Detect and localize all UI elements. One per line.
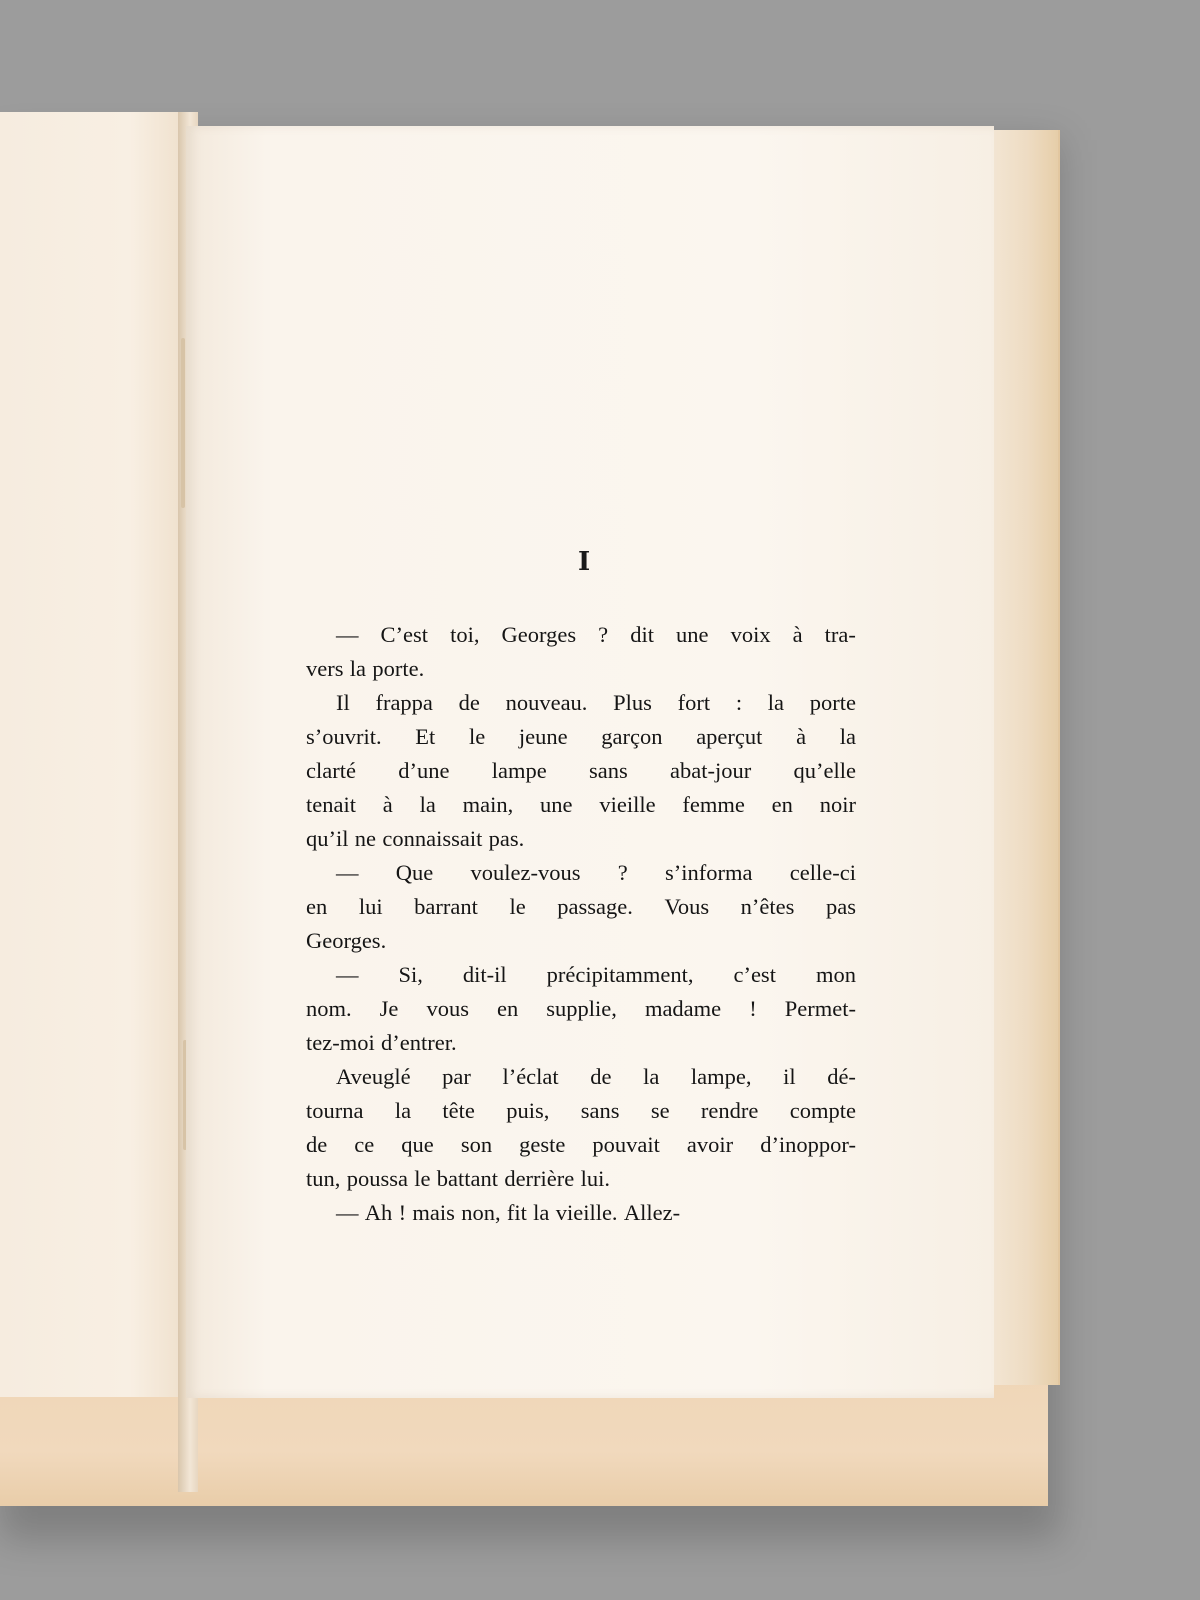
paragraph	[306, 856, 856, 958]
word: voulez-vous	[470, 860, 581, 885]
text-line	[306, 754, 856, 788]
page-stack-edge	[990, 130, 1060, 1385]
word: passage.	[557, 894, 633, 919]
word: Allez-	[623, 1200, 681, 1225]
word: c’est	[733, 962, 776, 987]
word: compte	[789, 1098, 856, 1123]
word: battant	[436, 1166, 499, 1191]
paragraph	[306, 1060, 856, 1196]
text-line	[306, 822, 856, 856]
word: vieille.	[555, 1200, 618, 1225]
word: Permet-	[784, 996, 856, 1021]
word: geste	[519, 1132, 566, 1157]
word: Georges.	[306, 928, 387, 953]
text-line	[306, 924, 856, 958]
chapter-heading-text: I	[578, 547, 591, 577]
word: pas.	[488, 826, 525, 851]
word: tête	[442, 1098, 475, 1123]
word: pouvait	[592, 1132, 660, 1157]
word: le	[468, 724, 486, 749]
word: mon	[815, 962, 856, 987]
word: la	[533, 1200, 550, 1225]
word: la	[767, 690, 785, 715]
word: !	[749, 996, 757, 1021]
word: de	[458, 690, 480, 715]
word: de	[306, 1132, 328, 1157]
word: nom.	[306, 996, 352, 1021]
word: voix	[730, 622, 771, 647]
text-line	[306, 1196, 856, 1230]
word: une	[540, 792, 573, 817]
word: son	[460, 1132, 493, 1157]
word: noir	[819, 792, 856, 817]
word: puis,	[506, 1098, 550, 1123]
word: frappa	[375, 690, 433, 715]
word: Ah	[364, 1200, 393, 1225]
word: de	[590, 1064, 612, 1089]
text-line	[306, 1026, 856, 1060]
word: poussa	[346, 1166, 408, 1191]
word: en	[306, 894, 328, 919]
word: la	[643, 1064, 660, 1089]
text-line	[306, 890, 856, 924]
word: tenait	[306, 792, 356, 817]
word: Vous	[664, 894, 710, 919]
page-text-block	[306, 618, 856, 1230]
word: porte.	[372, 656, 425, 681]
word: main,	[462, 792, 514, 817]
word: aperçut	[696, 724, 763, 749]
word: ?	[617, 860, 628, 885]
word: rendre	[700, 1098, 759, 1123]
word: connaissait	[382, 826, 483, 851]
word: mais	[412, 1200, 455, 1225]
word: C’est	[380, 622, 429, 647]
text-line	[306, 1162, 856, 1196]
word: dit-il	[462, 962, 507, 987]
word: lui	[358, 894, 383, 919]
word: madame	[644, 996, 722, 1021]
word: toi,	[450, 622, 480, 647]
word: celle-ci	[789, 860, 856, 885]
word: qu’il	[306, 826, 349, 851]
word: sans	[588, 758, 628, 783]
left-page	[0, 112, 186, 1397]
word: en	[497, 996, 519, 1021]
text-line	[306, 856, 856, 890]
word: lampe,	[690, 1064, 752, 1089]
word: à	[796, 724, 807, 749]
word: se	[650, 1098, 670, 1123]
word: Plus	[613, 690, 652, 715]
word: la	[419, 792, 436, 817]
word: lampe	[491, 758, 547, 783]
word: clarté	[306, 758, 356, 783]
word: :	[735, 690, 743, 715]
word: nouveau.	[505, 690, 588, 715]
word: précipitamment,	[546, 962, 694, 987]
show-through-text	[300, 240, 860, 415]
word: tez-moi	[306, 1030, 375, 1055]
word: d’une	[398, 758, 450, 783]
word: le	[509, 894, 526, 919]
text-line	[306, 992, 856, 1026]
word: —	[336, 622, 359, 647]
word: la	[839, 724, 856, 749]
paragraph	[306, 1196, 856, 1230]
word: Je	[379, 996, 399, 1021]
word: sans	[580, 1098, 620, 1123]
word: supplie,	[546, 996, 617, 1021]
text-line	[306, 720, 856, 754]
word: qu’elle	[793, 758, 856, 783]
word: non,	[461, 1200, 501, 1225]
word: en	[771, 792, 793, 817]
word: —	[336, 860, 359, 885]
word: Georges	[501, 622, 577, 647]
word: abat-jour	[670, 758, 752, 783]
word: Et	[415, 724, 436, 749]
text-line	[306, 618, 856, 652]
word: derrière	[504, 1166, 575, 1191]
word: barrant	[414, 894, 478, 919]
word: s’ouvrit.	[306, 724, 382, 749]
word: Aveuglé	[336, 1064, 411, 1089]
word: s’informa	[665, 860, 753, 885]
word: jeune	[518, 724, 568, 749]
word: d’inoppor-	[760, 1132, 856, 1157]
word: la	[394, 1098, 412, 1123]
word: le	[414, 1166, 431, 1191]
word: ?	[598, 622, 609, 647]
word: tra-	[824, 622, 856, 647]
word: ce	[354, 1132, 375, 1157]
word: Il	[336, 690, 350, 715]
word: fort	[677, 690, 711, 715]
word: dé-	[827, 1064, 856, 1089]
word: tourna	[306, 1098, 364, 1123]
word: d’entrer.	[381, 1030, 457, 1055]
word: n’êtes	[740, 894, 795, 919]
text-line	[306, 686, 856, 720]
text-line	[306, 1060, 856, 1094]
word: il	[783, 1064, 796, 1089]
word: pas	[825, 894, 856, 919]
word: avoir	[686, 1132, 734, 1157]
word: l’éclat	[502, 1064, 559, 1089]
text-line	[306, 652, 856, 686]
word: tun,	[306, 1166, 341, 1191]
binding-thread-top	[181, 338, 185, 508]
word: Si,	[398, 962, 423, 987]
word: à	[792, 622, 803, 647]
text-line	[306, 1128, 856, 1162]
word: Que	[395, 860, 434, 885]
word: vous	[426, 996, 469, 1021]
word: vers	[306, 656, 344, 681]
word: que	[401, 1132, 434, 1157]
word: une	[676, 622, 709, 647]
word: fit	[506, 1200, 527, 1225]
text-line	[306, 1094, 856, 1128]
word: ne	[354, 826, 377, 851]
word: dit	[630, 622, 654, 647]
text-line	[306, 958, 856, 992]
word: vieille	[599, 792, 656, 817]
word: —	[336, 962, 359, 987]
word: —	[336, 1200, 359, 1225]
word: garçon	[601, 724, 663, 749]
text-line	[306, 788, 856, 822]
paragraph	[306, 618, 856, 686]
word: lui.	[580, 1166, 610, 1191]
word: femme	[682, 792, 745, 817]
word: !	[398, 1200, 407, 1225]
word: la	[349, 656, 367, 681]
paragraph	[306, 958, 856, 1060]
word: à	[382, 792, 393, 817]
word: par	[442, 1064, 471, 1089]
word: porte	[809, 690, 856, 715]
paragraph	[306, 686, 856, 856]
